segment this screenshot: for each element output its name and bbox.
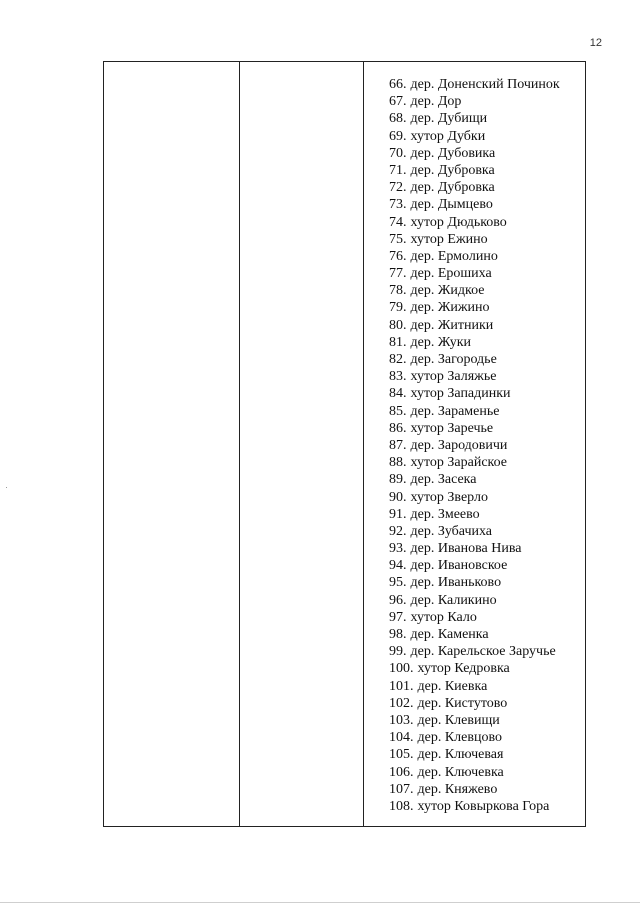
list-item-name: хутор Зарайское [410, 455, 508, 471]
table-column-1 [104, 62, 239, 826]
list-item [389, 196, 560, 213]
list-item-number: 102. [389, 695, 414, 711]
list-item-number: 86. [389, 420, 407, 436]
list-item-name: дер. Дубровка [410, 180, 495, 196]
list-item-number: 81. [389, 334, 407, 350]
list-item [389, 248, 560, 265]
list-item [389, 282, 560, 299]
list-item-number: 79. [389, 300, 407, 316]
list-item-name: дер. Каликино [410, 592, 497, 608]
list-item [389, 334, 560, 351]
settlement-list [389, 76, 560, 815]
list-item-name: дер. Житники [410, 317, 494, 333]
list-item-name: дер. Зубачиха [410, 523, 493, 539]
list-item-name: дер. Ключевка [417, 764, 504, 780]
list-item-name: дер. Княжево [417, 781, 498, 797]
list-item-number: 84. [389, 386, 407, 402]
list-item [389, 351, 560, 368]
list-item [389, 437, 560, 454]
list-item-name: хутор Заляжье [410, 369, 497, 385]
list-item [389, 574, 560, 591]
list-item-name: дер. Иванова Нива [410, 541, 522, 557]
list-item-name: дер. Киевка [417, 678, 488, 694]
list-item-name: дер. Ермолино [410, 248, 498, 264]
list-item-name: хутор Заречье [410, 420, 494, 436]
list-item [389, 368, 560, 385]
list-item-number: 93. [389, 541, 407, 557]
list-item [389, 145, 560, 162]
list-item-number: 94. [389, 558, 407, 574]
list-item [389, 214, 560, 231]
list-item [389, 489, 560, 506]
table-column-3 [364, 62, 585, 826]
list-item-number: 85. [389, 403, 407, 419]
list-item [389, 506, 560, 523]
list-item [389, 454, 560, 471]
list-item-number: 83. [389, 369, 407, 385]
list-item-name: дер. Дубищи [410, 111, 488, 127]
list-item [389, 231, 560, 248]
list-item [389, 265, 560, 282]
list-item-number: 92. [389, 523, 407, 539]
list-item-number: 99. [389, 644, 407, 660]
list-item-name: хутор Кедровка [417, 661, 510, 677]
list-item [389, 798, 560, 815]
list-item-name: дер. Каменка [410, 627, 489, 642]
list-item-number: 101. [389, 678, 414, 694]
list-item-number: 96. [389, 592, 407, 608]
list-item [389, 746, 560, 763]
scan-mark [6, 487, 7, 488]
list-item-number: 91. [389, 506, 407, 522]
list-item [389, 678, 560, 695]
list-item [389, 420, 560, 437]
list-item [389, 299, 560, 316]
list-item-number: 78. [389, 283, 407, 299]
list-item [389, 179, 560, 196]
list-item-name: хутор Зверло [410, 489, 488, 505]
list-item-number: 71. [389, 162, 407, 178]
list-item [389, 609, 560, 626]
list-item-name: хутор Кало [410, 609, 477, 625]
list-item-number: 88. [389, 455, 407, 471]
list-item-name: дер. Ивановское [410, 558, 508, 574]
list-item-name: дер. Карельское Заручье [410, 644, 556, 660]
list-item-number: 76. [389, 248, 407, 264]
list-item-number: 82. [389, 352, 407, 367]
list-item [389, 128, 560, 145]
list-item-name: дер. Клевищи [417, 712, 500, 728]
list-item [389, 523, 560, 540]
page-number: 12 [589, 37, 602, 49]
list-item-number: 103. [389, 712, 414, 728]
list-item [389, 643, 560, 660]
list-item [389, 626, 560, 643]
list-item-name: хутор Западинки [410, 386, 511, 402]
list-item-name: дер. Жуки [410, 334, 471, 350]
list-item-number: 95. [389, 575, 407, 591]
list-item [389, 781, 560, 798]
list-item [389, 695, 560, 712]
list-item [389, 403, 560, 420]
list-item-name: хутор Ежино [410, 231, 488, 247]
list-item [389, 385, 560, 402]
list-item-name: дер. Доненский Починок [410, 77, 560, 92]
list-item-name: дер. Клевцово [417, 730, 502, 746]
list-item-number: 70. [389, 145, 407, 161]
list-item-name: дер. Змеево [410, 506, 480, 522]
list-item-number: 73. [389, 197, 407, 213]
list-item-name: дер. Зараменье [410, 403, 500, 419]
list-item [389, 592, 560, 609]
list-item-number: 74. [389, 214, 407, 230]
list-item-name: дер. Жижино [410, 300, 490, 316]
list-item-name: дер. Кистутово [417, 695, 508, 711]
list-item-number: 80. [389, 317, 407, 333]
list-item-number: 108. [389, 798, 414, 814]
list-item-number: 100. [389, 661, 414, 677]
list-item-number: 90. [389, 489, 407, 505]
list-item-name: дер. Загородье [410, 352, 497, 367]
list-item-number: 87. [389, 437, 407, 453]
list-item-name: дер. Дубовика [410, 145, 496, 161]
list-item-number: 106. [389, 764, 414, 780]
list-item-number: 98. [389, 627, 407, 642]
list-item-number: 97. [389, 609, 407, 625]
list-item [389, 540, 560, 557]
list-item-number: 107. [389, 781, 414, 797]
list-item [389, 557, 560, 574]
settlements-table [103, 61, 586, 827]
list-item-number: 66. [389, 77, 407, 92]
list-item [389, 712, 560, 729]
list-item [389, 162, 560, 179]
list-item-name: дер. Зародовичи [410, 437, 508, 453]
list-item [389, 317, 560, 334]
list-item-number: 67. [389, 94, 407, 110]
list-item-name: хутор Дубки [410, 128, 486, 144]
list-item-name: дер. Дымцево [410, 197, 493, 213]
list-item-number: 77. [389, 266, 407, 282]
list-item-number: 75. [389, 231, 407, 247]
list-item [389, 729, 560, 746]
list-item-name: дер. Иваньково [410, 575, 502, 591]
list-item [389, 110, 560, 127]
list-item [389, 93, 560, 110]
list-item-name: хутор Дюдьково [410, 214, 507, 230]
list-item-name: дер. Ерошиха [410, 266, 492, 282]
list-item-number: 104. [389, 730, 414, 746]
list-item-name: дер. Дубровка [410, 162, 495, 178]
list-item [389, 76, 560, 93]
page-bottom-rule [0, 902, 640, 903]
list-item [389, 660, 560, 677]
list-item-name: дер. Дор [410, 94, 462, 110]
list-item-number: 89. [389, 472, 407, 488]
list-item-name: дер. Ключевая [417, 747, 504, 763]
list-item-number: 105. [389, 747, 414, 763]
list-item-number: 72. [389, 180, 407, 196]
list-item-number: 68. [389, 111, 407, 127]
list-item [389, 471, 560, 488]
list-item [389, 764, 560, 781]
list-item-number: 69. [389, 128, 407, 144]
list-item-name: дер. Жидкое [410, 283, 485, 299]
table-column-2 [240, 62, 363, 826]
list-item-name: хутор Ковыркова Гора [417, 798, 550, 814]
list-item-name: дер. Засека [410, 472, 477, 488]
